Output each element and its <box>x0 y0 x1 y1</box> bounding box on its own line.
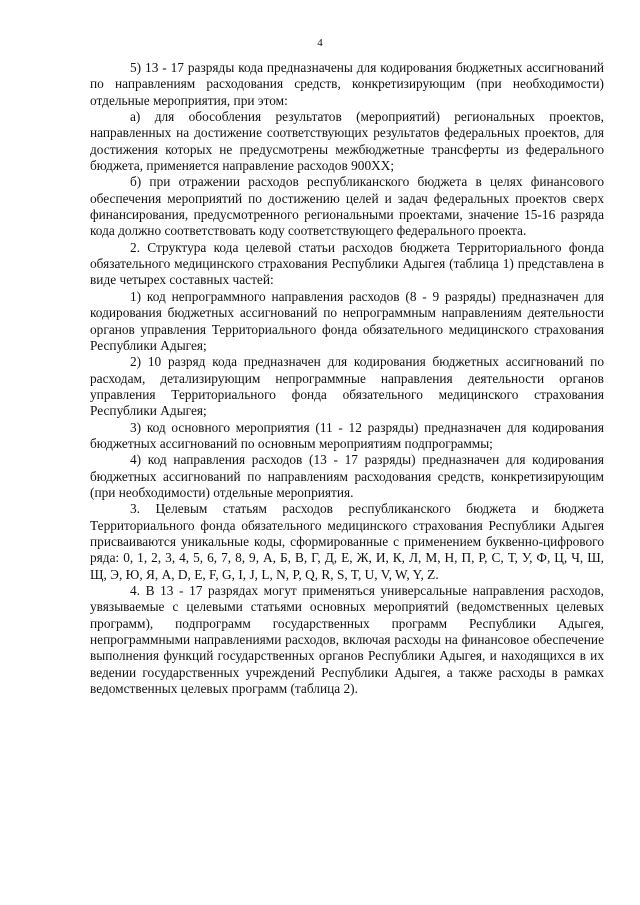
paragraph-item-4: 4) код направления расходов (13 - 17 разряды) предназначен для кодирования бюджетных ассигнований по направлениям расходования средств, конкретизирующим (при необходимости) отдельные мероприятия. <box>90 452 604 500</box>
paragraph-section-3: 3. Целевым статьям расходов республиканского бюджета и бюджета Территориального фонда обязательного медицинского страхования Республики Адыгея присваиваются уникальные коды, сформированные с применением буквенно-цифрового ряда: 0, 1, 2, 3, 4, 5, 6, 7, 8, 9, А, Б, В, Г, Д, Е, Ж, И, К, Л, М, Н, П, Р, С, Т, У, Ф, Ц, Ч, Ш, Щ, Э, Ю, Я, A, D, E, F, G, I, J, L, N, P, Q, R, S, T, U, V, W, Y, Z. <box>90 501 604 582</box>
paragraph-item-2: 2) 10 разряд кода предназначен для кодирования бюджетных ассигнований по расходам, детализирующим непрограммные направления деятельности органов управления Территориального фонда обязательного медицинского страхования Республики Адыгея; <box>90 354 604 419</box>
page-number: 4 <box>317 37 323 49</box>
paragraph-subitem-a: а) для обособления результатов (мероприятий) региональных проектов, направленных на достижение соответствующих результатов федеральных проектов, для достижения которых не предусмотрены межбюджетные трансферты из федерального бюджета, применяется направление расходов 900XX; <box>90 109 604 174</box>
paragraph-section-4: 4. В 13 - 17 разрядах могут применяться универсальные направления расходов, увязываемые с целевыми статьями основных мероприятий (ведомственных целевых программ), подпрограмм государственных программ Республики Адыгея, непрограммными направлениями расходов, включая расходы на финансовое обеспечение выполнения функций государственных органов Республики Адыгея, и находящихся в их ведении государственных учреждений Республики Адыгея, а также расходы в рамках ведомственных целевых программ (таблица 2). <box>90 583 604 697</box>
paragraph-section-2: 2. Структура кода целевой статьи расходов бюджета Территориального фонда обязательного медицинского страхования Республики Адыгея (таблица 1) представлена в виде четырех составных частей: <box>90 239 604 288</box>
paragraph-item-3: 3) код основного мероприятия (11 - 12 разряды) предназначен для кодирования бюджетных ассигнований по основным мероприятиям подпрограммы; <box>90 419 604 451</box>
paragraph-subitem-b: б) при отражении расходов республиканского бюджета в целях финансового обеспечения мероприятий по достижению целей и задач федеральных проектов сверх финансирования, предусмотренного региональными проектами, значение 15-16 разряда кода должно соответствовать коду соответствующего федерального проекта. <box>90 174 604 239</box>
document-body <box>90 60 604 697</box>
paragraph-item-1: 1) код непрограммного направления расходов (8 - 9 разряды) предназначен для кодирования бюджетных ассигнований по непрограммным направлениям деятельности органов управления Территориального фонда обязательного медицинского страхования Республики Адыгея; <box>90 288 604 353</box>
paragraph-item-5: 5) 13 - 17 разряды кода предназначены для кодирования бюджетных ассигнований по направлениям расходования средств, конкретизирующим (при необходимости) отдельные мероприятия, при этом: <box>90 60 604 108</box>
